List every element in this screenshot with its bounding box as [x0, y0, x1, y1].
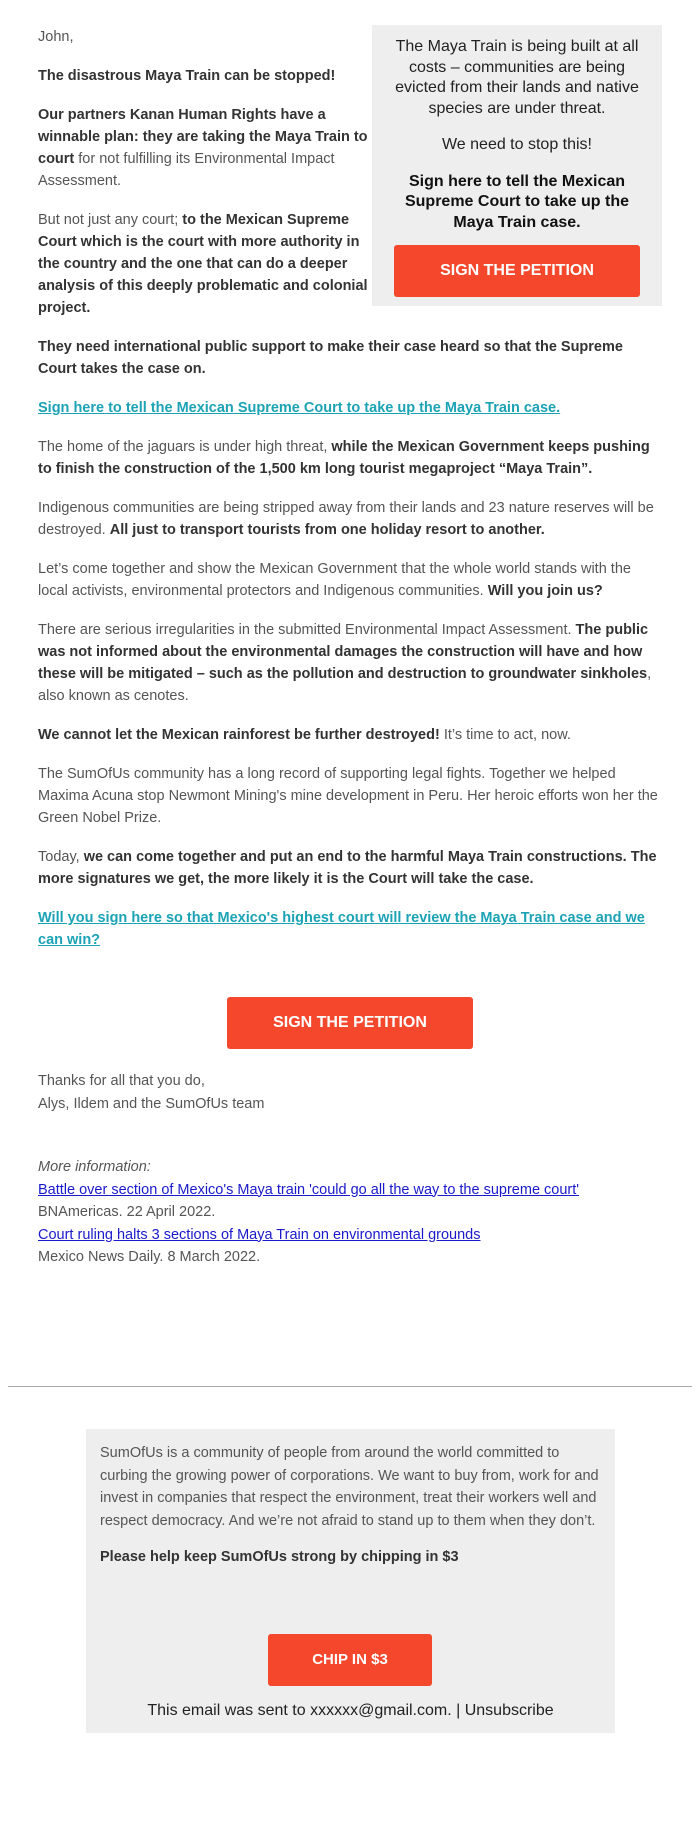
footer-appeal: Please help keep SumOfUs strong by chipping in $3 — [100, 1549, 459, 1565]
footer-separator: | — [451, 1702, 465, 1719]
irregularities-rest: , also known as cenotes. — [38, 666, 652, 704]
signoff — [38, 1070, 662, 1115]
jaguars-bold: while the Mexican Government keeps pushing to finish the construction of the 1,500 km long tourist megaproject “Maya Train”. — [38, 439, 650, 477]
court-bold: to the Mexican Supreme Court which is the court with more authority in the country and the one that can do a deeper analysis of this deeply problematic and colonial project. — [38, 212, 368, 316]
chip-in-button[interactable]: CHIP IN $3 — [268, 1634, 432, 1686]
source-link-2[interactable]: Court ruling halts 3 sections of Maya Train on environmental grounds — [38, 1226, 481, 1243]
indigenous-paragraph — [38, 497, 662, 541]
footer-panel — [86, 1429, 615, 1733]
support-paragraph: They need international public support to make their case heard so that the Supreme Court takes the case on. — [38, 339, 623, 377]
source-citation-2: Mexico News Daily. 8 March 2022. — [38, 1249, 261, 1265]
link1-paragraph — [38, 397, 662, 419]
unsubscribe-link[interactable]: Unsubscribe — [464, 1702, 554, 1719]
petition-link-2[interactable]: Will you sign here so that Mexico's highest court will review the Maya Train case and we can win? — [38, 910, 645, 948]
headline: The disastrous Maya Train can be stopped! — [38, 68, 336, 84]
court-lead: But not just any court; — [38, 212, 183, 228]
together-paragraph — [38, 558, 662, 602]
sidebar-stop-text: We need to stop this! — [441, 136, 592, 153]
footer-divider — [8, 1386, 692, 1387]
rainforest-paragraph — [38, 724, 662, 746]
irregularities-bold: The public was not informed about the environmental damages the construction will have and how these will be mitigated – such as the pollution and destruction to groundwater sinkholes — [38, 622, 649, 682]
irregularities-lead: There are serious irregularities in the submitted Environmental Impact Assessment. — [38, 622, 576, 638]
sent-to-text: This email was sent to xxxxxx@gmail.com. — [147, 1702, 452, 1719]
court-paragraph — [38, 209, 368, 319]
footer-about: SumOfUs is a community of people from around the world committed to curbing the growing power of corporations. We want to buy from, work for and invest in companies that respect the environment, treat their workers well and respect democracy. And we’re not afraid to stand up to them when they don’t. — [100, 1445, 599, 1529]
intro-paragraph — [38, 104, 368, 192]
sidebar-sign-petition-button[interactable]: SIGN THE PETITION — [394, 245, 640, 297]
source-citation-1: BNAmericas. 22 April 2022. — [38, 1204, 216, 1220]
jaguars-paragraph — [38, 436, 662, 480]
irregularities-paragraph — [38, 619, 662, 707]
signature-line: Alys, Ildem and the SumOfUs team — [38, 1095, 265, 1112]
link2-paragraph — [38, 907, 662, 951]
more-information — [38, 1156, 662, 1269]
today-bold: we can come together and put an end to the harmful Maya Train constructions. The more signatures we get, the more likely it is the Court will take the case. — [38, 849, 657, 887]
rainforest-bold: We cannot let the Mexican rainforest be further destroyed! — [38, 727, 440, 743]
jaguars-lead: The home of the jaguars is under high threat, — [38, 439, 332, 455]
thanks-line: Thanks for all that you do, — [38, 1073, 205, 1089]
petition-link-1[interactable]: Sign here to tell the Mexican Supreme Court to take up the Maya Train case. — [38, 400, 561, 416]
record-paragraph: The SumOfUs community has a long record of supporting legal fights. Together we helped Maxima Acuna stop Newmont Mining's mine development in Peru. Her heroic efforts won her the Green Nobel Prize. — [38, 766, 658, 826]
today-paragraph — [38, 846, 662, 890]
indigenous-lead: Indigenous communities are being stripped away from their lands and 23 nature reserves will be destroyed. — [38, 500, 654, 538]
greeting: John, — [38, 29, 74, 45]
intro-rest: for not fulfilling its Environmental Impact Assessment. — [38, 151, 335, 189]
sidebar-cta-text: Sign here to tell the Mexican Supreme Court to take up the Maya Train case. — [404, 172, 630, 231]
rainforest-rest: It’s time to act, now. — [439, 727, 571, 743]
sidebar-callout — [372, 25, 662, 306]
footer-note — [86, 1700, 615, 1723]
more-info-label: More information: — [38, 1159, 151, 1175]
together-bold: Will you join us? — [487, 583, 603, 599]
indigenous-bold: All just to transport tourists from one holiday resort to another. — [109, 522, 545, 538]
sidebar-text: The Maya Train is being built at all costs – communities are being evicted from their lands and native species are under threat. — [395, 38, 639, 117]
today-lead: Today, — [38, 849, 84, 865]
source-link-1[interactable]: Battle over section of Mexico's Maya train 'could go all the way to the supreme court' — [38, 1181, 580, 1198]
sign-petition-button[interactable]: SIGN THE PETITION — [227, 997, 473, 1049]
intro-bold: Our partners Kanan Human Rights have a winnable plan: they are taking the Maya Train to court — [38, 107, 368, 167]
together-lead: Let’s come together and show the Mexican Government that the whole world stands with the local activists, environmental protectors and Indigenous communities. — [38, 561, 631, 599]
